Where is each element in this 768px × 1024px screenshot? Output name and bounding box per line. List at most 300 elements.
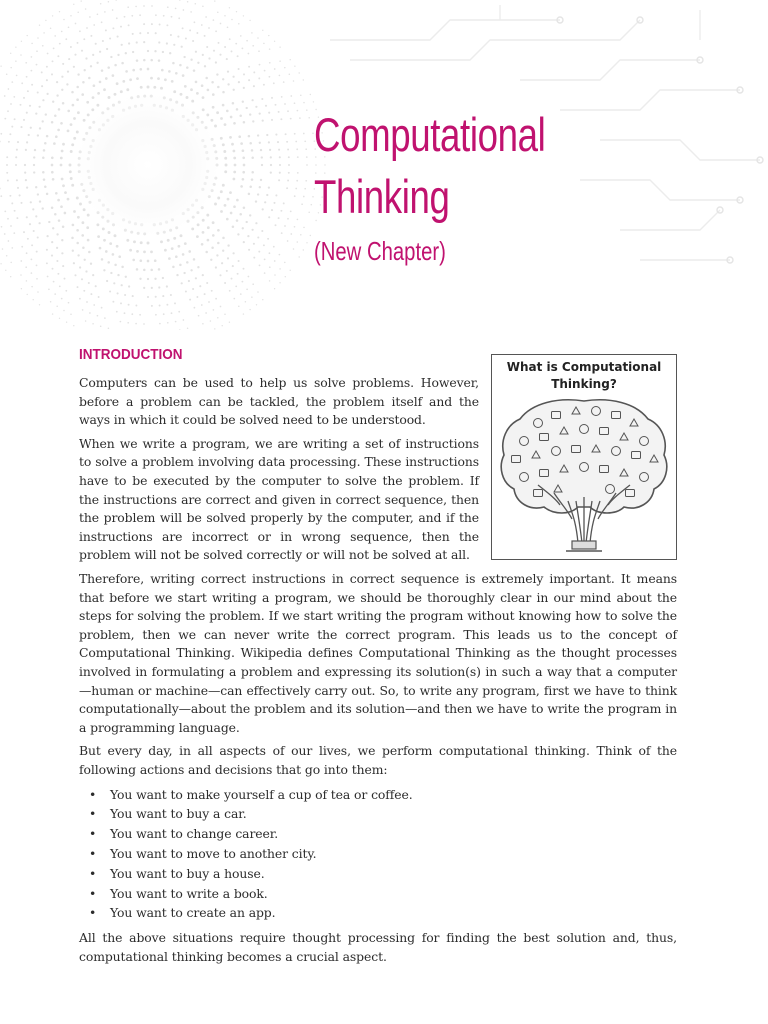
burst-dot xyxy=(7,180,9,182)
burst-dot xyxy=(52,268,54,270)
burst-dot xyxy=(42,99,44,101)
burst-dot xyxy=(0,263,1,264)
burst-dot xyxy=(71,237,74,240)
burst-dot xyxy=(158,286,160,288)
burst-dot xyxy=(306,156,308,158)
burst-dot xyxy=(310,235,311,236)
burst-dot xyxy=(205,251,208,254)
burst-dot xyxy=(43,178,46,181)
burst-dot xyxy=(58,108,61,111)
burst-dot xyxy=(169,52,171,54)
burst-dot xyxy=(31,272,33,274)
burst-dot xyxy=(62,184,65,187)
burst-dot xyxy=(45,20,46,21)
burst-dot xyxy=(271,119,273,121)
burst-dot xyxy=(305,180,307,182)
burst-dot xyxy=(143,41,145,43)
burst-dot xyxy=(183,56,185,58)
burst-dot xyxy=(65,290,67,292)
burst-dot xyxy=(217,229,220,232)
bullet-icon: • xyxy=(89,885,97,901)
chapter-subtitle: (New Chapter) xyxy=(314,236,446,266)
burst-dot xyxy=(224,282,226,284)
burst-dot xyxy=(283,202,285,204)
burst-dot xyxy=(179,0,181,1)
burst-dot xyxy=(295,141,297,143)
burst-dot xyxy=(232,265,234,267)
burst-dot xyxy=(268,216,270,218)
burst-dot xyxy=(295,188,297,190)
burst-dot xyxy=(253,71,255,73)
burst-dot xyxy=(172,62,175,65)
intro-paragraph-2: When we write a program, we are writing a set of instructions to solve a problem involving data processing. These instructions have to be executed by the computer to solve the problem. If the instructions are correct and given in correct sequence, then the problem will be solved properly by the computer, and if the instructions are incorrect or in wrong sequence, then the problem will not be solved correctly or will not be solved at all. xyxy=(79,435,479,563)
burst-dot xyxy=(264,259,266,261)
burst-dot xyxy=(248,249,250,251)
burst-dot xyxy=(31,43,33,45)
burst-dot xyxy=(59,286,61,288)
burst-dot xyxy=(81,93,84,96)
burst-dot xyxy=(289,73,291,75)
burst-dot xyxy=(252,45,254,47)
burst-dot xyxy=(112,27,114,29)
burst-dot xyxy=(237,233,239,235)
burst-dot xyxy=(131,15,133,17)
burst-dot xyxy=(42,120,44,122)
burst-dot xyxy=(242,48,244,50)
burst-dot xyxy=(53,48,55,50)
burst-dot xyxy=(77,42,79,44)
burst-dot xyxy=(77,111,80,114)
chapter-title xyxy=(314,104,545,228)
burst-dot xyxy=(20,126,22,128)
burst-dot xyxy=(290,59,291,60)
burst-dot xyxy=(67,198,70,201)
burst-dot xyxy=(83,290,85,292)
burst-dot xyxy=(163,15,165,17)
burst-dot xyxy=(42,156,45,159)
burst-dot xyxy=(109,242,112,245)
burst-dot xyxy=(243,73,245,75)
burst-dot xyxy=(265,105,267,107)
burst-dot xyxy=(103,88,106,91)
burst-dot xyxy=(90,35,92,37)
burst-dot xyxy=(196,235,199,238)
burst-dot xyxy=(61,89,63,91)
burst-dot xyxy=(36,278,38,280)
burst-dot xyxy=(88,77,91,80)
burst-dot xyxy=(217,317,219,319)
burst-dot xyxy=(92,323,94,325)
burst-dot xyxy=(257,37,259,39)
burst-dot xyxy=(105,29,107,31)
burst-dot xyxy=(11,202,13,204)
burst-dot xyxy=(73,66,75,68)
burst-dot xyxy=(30,127,32,129)
burst-dot xyxy=(231,143,234,146)
burst-dot xyxy=(103,239,106,242)
burst-dot xyxy=(279,47,280,48)
burst-dot xyxy=(147,32,149,34)
burst-dot xyxy=(139,259,142,262)
burst-dot xyxy=(264,70,266,72)
burst-dot xyxy=(39,304,40,305)
burst-dot xyxy=(19,194,21,196)
burst-dot xyxy=(202,5,204,7)
burst-dot xyxy=(26,141,28,143)
burst-dot xyxy=(269,149,271,151)
burst-dot xyxy=(258,251,260,253)
burst-dot xyxy=(264,272,266,274)
burst-dot xyxy=(125,52,127,54)
burst-dot xyxy=(13,232,15,234)
burst-dot xyxy=(179,264,182,267)
burst-dot xyxy=(212,234,215,237)
burst-dot xyxy=(57,273,59,275)
burst-dot xyxy=(14,118,16,120)
burst-dot xyxy=(56,306,58,308)
burst-dot xyxy=(8,141,10,143)
burst-dot xyxy=(237,273,239,275)
burst-dot xyxy=(255,106,257,108)
burst-dot xyxy=(132,295,134,297)
burst-dot xyxy=(106,280,108,282)
figure-box xyxy=(491,354,677,560)
burst-dot xyxy=(229,290,231,292)
burst-dot xyxy=(178,17,180,19)
burst-dot xyxy=(150,77,153,80)
burst-dot xyxy=(246,288,248,290)
burst-dot xyxy=(26,76,28,78)
burst-dot xyxy=(188,280,190,282)
burst-dot xyxy=(261,156,263,158)
burst-dot xyxy=(189,29,191,31)
burst-dot xyxy=(213,309,215,311)
burst-dot xyxy=(20,260,22,262)
burst-dot xyxy=(57,129,60,132)
burst-dot xyxy=(270,156,272,158)
burst-dot xyxy=(290,95,292,97)
burst-dot xyxy=(284,262,286,264)
burst-dot xyxy=(233,150,236,153)
burst-dot xyxy=(88,251,91,254)
burst-dot xyxy=(27,90,29,92)
burst-dot xyxy=(273,82,275,84)
burst-dot xyxy=(178,311,180,313)
burst-dot xyxy=(108,1,110,3)
burst-dot xyxy=(270,171,272,173)
burst-dot xyxy=(179,329,181,330)
burst-dot xyxy=(287,149,289,151)
burst-dot xyxy=(136,250,139,253)
burst-dot xyxy=(179,64,182,67)
burst-dot xyxy=(35,186,37,188)
burst-dot xyxy=(181,46,183,48)
burst-dot xyxy=(82,221,85,224)
burst-dot xyxy=(101,307,103,309)
burst-dot xyxy=(242,171,245,174)
burst-dot xyxy=(125,276,127,278)
burst-dot xyxy=(184,242,187,245)
burst-dot xyxy=(186,261,189,264)
burst-dot xyxy=(85,8,87,10)
burst-dot xyxy=(0,141,1,143)
burst-dot xyxy=(236,108,239,111)
burst-dot xyxy=(188,250,191,253)
burst-dot xyxy=(251,171,254,174)
burst-dot xyxy=(158,41,160,43)
burst-dot xyxy=(166,304,168,306)
burst-dot xyxy=(168,257,171,260)
burst-dot xyxy=(84,259,86,261)
burst-dot xyxy=(262,299,263,300)
burst-dot xyxy=(240,35,242,37)
burst-dot xyxy=(280,118,282,120)
burst-dot xyxy=(281,232,283,234)
burst-dot xyxy=(15,60,17,62)
burst-dot xyxy=(85,270,87,272)
burst-dot xyxy=(147,68,150,71)
burst-dot xyxy=(260,149,262,151)
burst-dot xyxy=(157,77,160,80)
burst-dot xyxy=(59,318,60,319)
burst-dot xyxy=(120,302,122,304)
burst-dot xyxy=(271,209,273,211)
burst-dot xyxy=(310,94,311,95)
burst-dot xyxy=(0,133,2,135)
list-item: • You want to buy a house. xyxy=(79,864,677,884)
burst-dot xyxy=(261,164,263,166)
burst-dot xyxy=(290,118,292,120)
burst-dot xyxy=(251,149,254,152)
burst-dot xyxy=(16,179,18,181)
burst-dot xyxy=(168,70,171,73)
burst-dot xyxy=(278,111,280,113)
burst-dot xyxy=(258,50,260,52)
burst-dot xyxy=(217,11,219,13)
burst-dot xyxy=(37,91,39,93)
burst-dot xyxy=(264,201,266,203)
burst-dot xyxy=(37,134,39,136)
burst-dot xyxy=(120,321,122,323)
burst-dot xyxy=(36,265,38,267)
burst-dot xyxy=(190,88,193,91)
burst-dot xyxy=(64,278,66,280)
burst-dot xyxy=(162,295,164,297)
burst-dot xyxy=(118,255,121,258)
burst-dot xyxy=(122,80,125,83)
burst-dot xyxy=(151,305,153,307)
burst-dot xyxy=(195,51,197,53)
burst-dot xyxy=(219,274,221,276)
burst-dot xyxy=(14,210,16,212)
burst-dot xyxy=(10,67,12,69)
burst-dot xyxy=(229,322,230,323)
burst-dot xyxy=(171,247,174,250)
burst-dot xyxy=(213,50,215,52)
burst-dot xyxy=(120,26,122,28)
burst-dot xyxy=(303,79,304,80)
burst-dot xyxy=(275,194,277,196)
burst-dot xyxy=(259,64,261,66)
burst-dot xyxy=(9,195,11,197)
burst-dot xyxy=(100,325,102,327)
burst-dot xyxy=(112,253,115,256)
burst-dot xyxy=(243,121,246,124)
burst-dot xyxy=(296,148,298,150)
burst-dot xyxy=(233,178,236,181)
list-item: • You want to change career. xyxy=(79,824,677,844)
burst-dot xyxy=(35,112,37,114)
burst-dot xyxy=(143,323,145,325)
burst-dot xyxy=(70,314,72,316)
burst-dot xyxy=(77,286,79,288)
burst-dot xyxy=(155,314,157,316)
burst-dot xyxy=(47,276,49,278)
burst-dot xyxy=(6,172,8,174)
burst-dot xyxy=(128,42,130,44)
burst-dot xyxy=(177,36,179,38)
burst-dot xyxy=(162,51,164,53)
burst-dot xyxy=(204,65,206,67)
burst-dot xyxy=(269,252,271,254)
list-item: • You want to write a book. xyxy=(79,884,677,904)
burst-dot xyxy=(247,235,249,237)
burst-dot xyxy=(297,156,299,158)
burst-dot xyxy=(294,195,296,197)
burst-dot xyxy=(31,259,33,261)
burst-dot xyxy=(73,210,76,213)
burst-dot xyxy=(238,68,240,70)
burst-dot xyxy=(81,234,84,237)
burst-dot xyxy=(297,110,299,112)
burst-dot xyxy=(21,82,23,84)
bullet-icon: • xyxy=(89,865,97,881)
burst-dot xyxy=(279,164,281,166)
body-text-column xyxy=(79,570,677,971)
burst-dot xyxy=(211,290,213,292)
burst-dot xyxy=(197,266,199,268)
burst-dot xyxy=(221,262,223,264)
burst-dot xyxy=(290,270,291,271)
burst-dot xyxy=(233,298,235,300)
burst-dot xyxy=(205,312,207,314)
burst-dot xyxy=(147,260,150,263)
burst-dot xyxy=(304,188,306,190)
burst-dot xyxy=(4,118,6,120)
burst-dot xyxy=(263,43,265,45)
burst-dot xyxy=(243,164,246,167)
burst-dot xyxy=(109,290,111,292)
burst-dot xyxy=(15,164,17,166)
burst-dot xyxy=(166,285,168,287)
burst-dot xyxy=(75,23,77,25)
burst-dot xyxy=(56,94,58,96)
burst-dot xyxy=(303,196,305,198)
burst-dot xyxy=(231,278,233,280)
burst-dot xyxy=(112,301,114,303)
burst-dot xyxy=(20,202,22,204)
burst-dot xyxy=(116,82,119,85)
burst-dot xyxy=(159,24,161,26)
burst-dot xyxy=(175,72,178,75)
burst-dot xyxy=(135,305,137,307)
burst-dot xyxy=(239,114,242,117)
burst-dot xyxy=(300,234,302,236)
bullet-icon: • xyxy=(89,905,97,921)
burst-dot xyxy=(220,117,223,120)
burst-dot xyxy=(259,186,261,188)
burst-dot xyxy=(131,313,133,315)
burst-dot xyxy=(215,61,217,63)
burst-dot xyxy=(143,269,146,272)
burst-dot xyxy=(147,296,149,298)
burst-dot xyxy=(212,221,215,224)
burst-dot xyxy=(33,299,34,300)
burst-dot xyxy=(303,102,305,104)
burst-dot xyxy=(249,214,251,216)
burst-dot xyxy=(139,314,141,316)
burst-dot xyxy=(143,251,146,254)
burst-dot xyxy=(97,92,100,95)
burst-dot xyxy=(196,32,198,34)
burst-dot xyxy=(93,24,95,26)
burst-dot xyxy=(56,81,58,83)
burst-dot xyxy=(287,240,289,242)
burst-dot xyxy=(55,192,58,195)
burst-dot xyxy=(269,76,271,78)
burst-dot xyxy=(46,249,48,251)
burst-dot xyxy=(185,37,187,39)
burst-dot xyxy=(114,64,117,67)
burst-dot xyxy=(255,200,257,202)
burst-dot xyxy=(215,266,217,268)
burst-dot xyxy=(48,221,50,223)
burst-dot xyxy=(256,304,257,305)
burst-dot xyxy=(135,323,137,325)
burst-dot xyxy=(172,266,175,269)
burst-dot xyxy=(222,91,225,94)
burst-dot xyxy=(196,296,198,298)
burst-dot xyxy=(73,262,75,264)
burst-dot xyxy=(187,1,189,3)
burst-dot xyxy=(61,178,64,181)
burst-dot xyxy=(171,16,173,18)
burst-dot xyxy=(90,65,92,67)
tree-base xyxy=(572,541,596,549)
burst-dot xyxy=(249,20,250,21)
burst-dot xyxy=(101,69,104,72)
actions-list xyxy=(79,785,677,924)
burst-dot xyxy=(124,312,126,314)
burst-dot xyxy=(215,30,217,32)
burst-dot xyxy=(284,103,286,105)
burst-dot xyxy=(231,50,233,52)
burst-dot xyxy=(259,112,261,114)
burst-dot xyxy=(279,254,281,256)
burst-dot xyxy=(251,178,254,181)
burst-dot xyxy=(76,98,79,101)
burst-dot xyxy=(249,113,251,115)
burst-dot xyxy=(35,215,37,217)
burst-dot xyxy=(189,299,191,301)
burst-dot xyxy=(72,224,75,227)
burst-dot xyxy=(259,142,261,144)
burst-dot xyxy=(279,282,280,283)
burst-dot xyxy=(84,69,86,71)
burst-dot xyxy=(46,79,48,81)
brain-outline xyxy=(501,400,667,513)
burst-dot xyxy=(8,88,10,90)
